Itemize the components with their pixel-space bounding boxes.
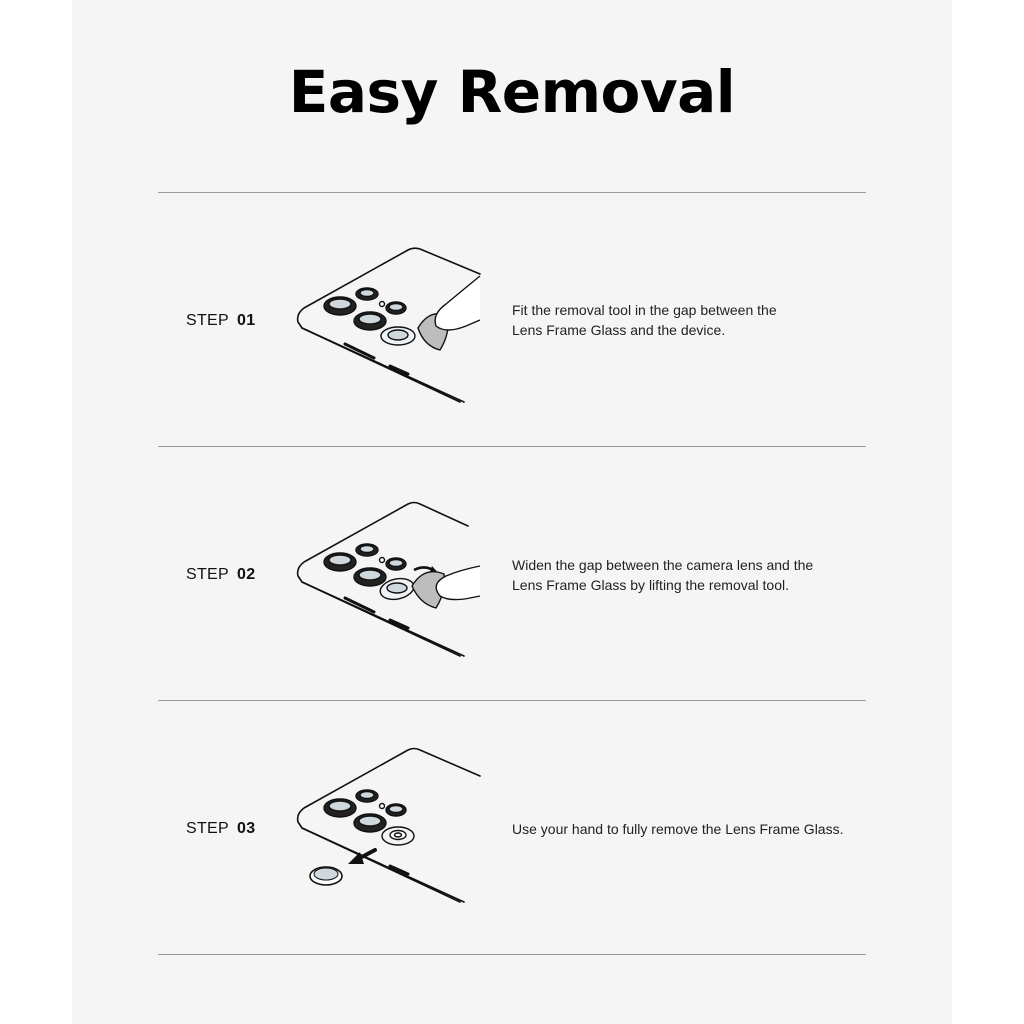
camera-lens-icons (324, 544, 416, 602)
divider-2 (158, 700, 866, 701)
hand-icon (436, 566, 480, 600)
camera-lens-icons (324, 288, 415, 345)
step-2-number: 02 (237, 566, 256, 583)
step-3-line-1: Use your hand to fully remove the Lens Frame Glass. (512, 821, 844, 837)
step-3-label (186, 820, 255, 838)
step-1-illustration (290, 246, 490, 406)
lens-glass-icon (310, 867, 342, 885)
camera-lens-icons (324, 790, 414, 845)
step-1-label (186, 312, 255, 330)
step-1-number: 01 (237, 312, 256, 329)
hand-icon (435, 276, 480, 330)
step-2-word: STEP (186, 566, 229, 583)
divider-top (158, 192, 866, 193)
divider-bottom (158, 954, 866, 955)
step-1-line-1: Fit the removal tool in the gap between the (512, 302, 777, 318)
step-3-word: STEP (186, 820, 229, 837)
step-1-line-2: Lens Frame Glass and the device. (512, 322, 726, 338)
step-2-label (186, 566, 255, 584)
step-2-description (512, 555, 862, 595)
step-1-word: STEP (186, 312, 229, 329)
divider-1 (158, 446, 866, 447)
step-2-line-1: Widen the gap between the camera lens and the (512, 557, 814, 573)
step-3-illustration (290, 746, 490, 906)
step-1-description (512, 300, 862, 340)
step-2-line-2: Lens Frame Glass by lifting the removal tool. (512, 577, 790, 593)
content-panel (72, 0, 952, 1024)
page-title: Easy Removal (288, 58, 736, 126)
step-2-illustration (290, 500, 490, 660)
step-3-description (512, 819, 862, 839)
step-3-number: 03 (237, 820, 256, 837)
